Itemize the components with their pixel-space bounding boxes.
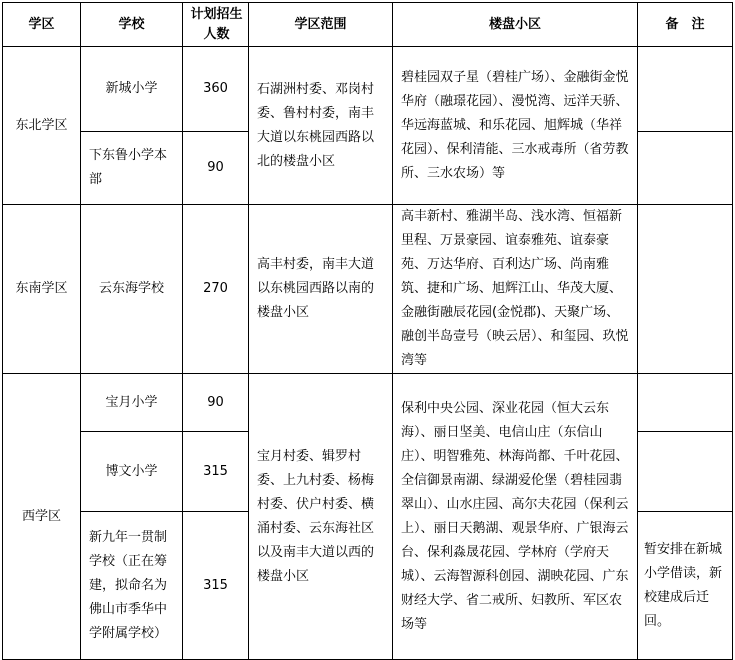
note-cell	[638, 47, 733, 132]
enroll-count: 315	[183, 512, 249, 660]
school-name: 下东鲁小学本部	[81, 132, 183, 205]
district-west: 西学区	[3, 374, 81, 660]
enroll-count: 90	[183, 132, 249, 205]
table-row	[3, 205, 733, 374]
header-notes: 备 注	[638, 3, 733, 47]
school-name: 云东海学校	[81, 205, 183, 374]
district-northeast: 东北学区	[3, 47, 81, 205]
enroll-count: 315	[183, 432, 249, 512]
table-row	[3, 374, 733, 432]
school-zone-table	[2, 2, 733, 660]
note-cell	[638, 432, 733, 512]
header-school: 学校	[81, 3, 183, 47]
header-row	[3, 3, 733, 47]
enroll-count: 90	[183, 374, 249, 432]
school-name: 新九年一贯制学校（正在筹建，拟命名为佛山市季华中学附属学校）	[81, 512, 183, 660]
zone-range: 高丰村委，南丰大道以东桃园西路以南的楼盘小区	[249, 205, 393, 374]
zone-range: 石湖洲村委、邓岗村委、鲁村村委，南丰大道以东桃园西路以北的楼盘小区	[249, 47, 393, 205]
enroll-count: 360	[183, 47, 249, 132]
district-southeast: 东南学区	[3, 205, 81, 374]
table-row	[3, 47, 733, 132]
header-estates: 楼盘小区	[393, 3, 638, 47]
header-enroll: 计划招生人数	[183, 3, 249, 47]
note-cell	[638, 132, 733, 205]
enroll-count: 270	[183, 205, 249, 374]
header-range: 学区范围	[249, 3, 393, 47]
estate-list: 高丰新村、雅湖半岛、浅水湾、恒福新里程、万景豪园、谊泰雅苑、谊泰豪苑、万达华府、百利达广场、尚南雅筑、捷和广场、旭辉江山、华茂大厦、金融街融辰花园(金悦郡)、天聚广场、融创半岛壹号（映云居）、和玺园、玖悦湾等	[393, 205, 638, 374]
note-cell: 暂安排在新城小学借读，新校建成后迁回。	[638, 512, 733, 660]
school-name: 博文小学	[81, 432, 183, 512]
header-district: 学区	[3, 3, 81, 47]
estate-list: 碧桂园双子星（碧桂广场）、金融街金悦华府（融璟花园）、漫悦湾、远洋天骄、华远海蓝城、和乐花园、旭辉城（华祥花园）、保利清能、三水戒毒所（省劳教所、三水农场）等	[393, 47, 638, 205]
estate-list: 保利中央公园、深业花园（恒大云东海）、丽日坚美、电信山庄（东信山庄）、明智雅苑、林海尚都、千叶花园、全信御景南湖、绿湖爱伦堡（碧桂园翡翠山）、山水庄园、高尔夫花园（保利云上）、丽日天鹅湖、观景华府、广银海云台、保利淼晟花园、学林府（学府天城）、云海智源科创园、湖映花园、广东财经大学、省二戒所、妇教所、军区农场等	[393, 374, 638, 660]
school-name: 新城小学	[81, 47, 183, 132]
note-cell	[638, 374, 733, 432]
note-cell	[638, 205, 733, 374]
school-name: 宝月小学	[81, 374, 183, 432]
zone-range: 宝月村委、辑罗村委、上九村委、杨梅村委、伏户村委、横涌村委、云东海社区以及南丰大道以西的楼盘小区	[249, 374, 393, 660]
